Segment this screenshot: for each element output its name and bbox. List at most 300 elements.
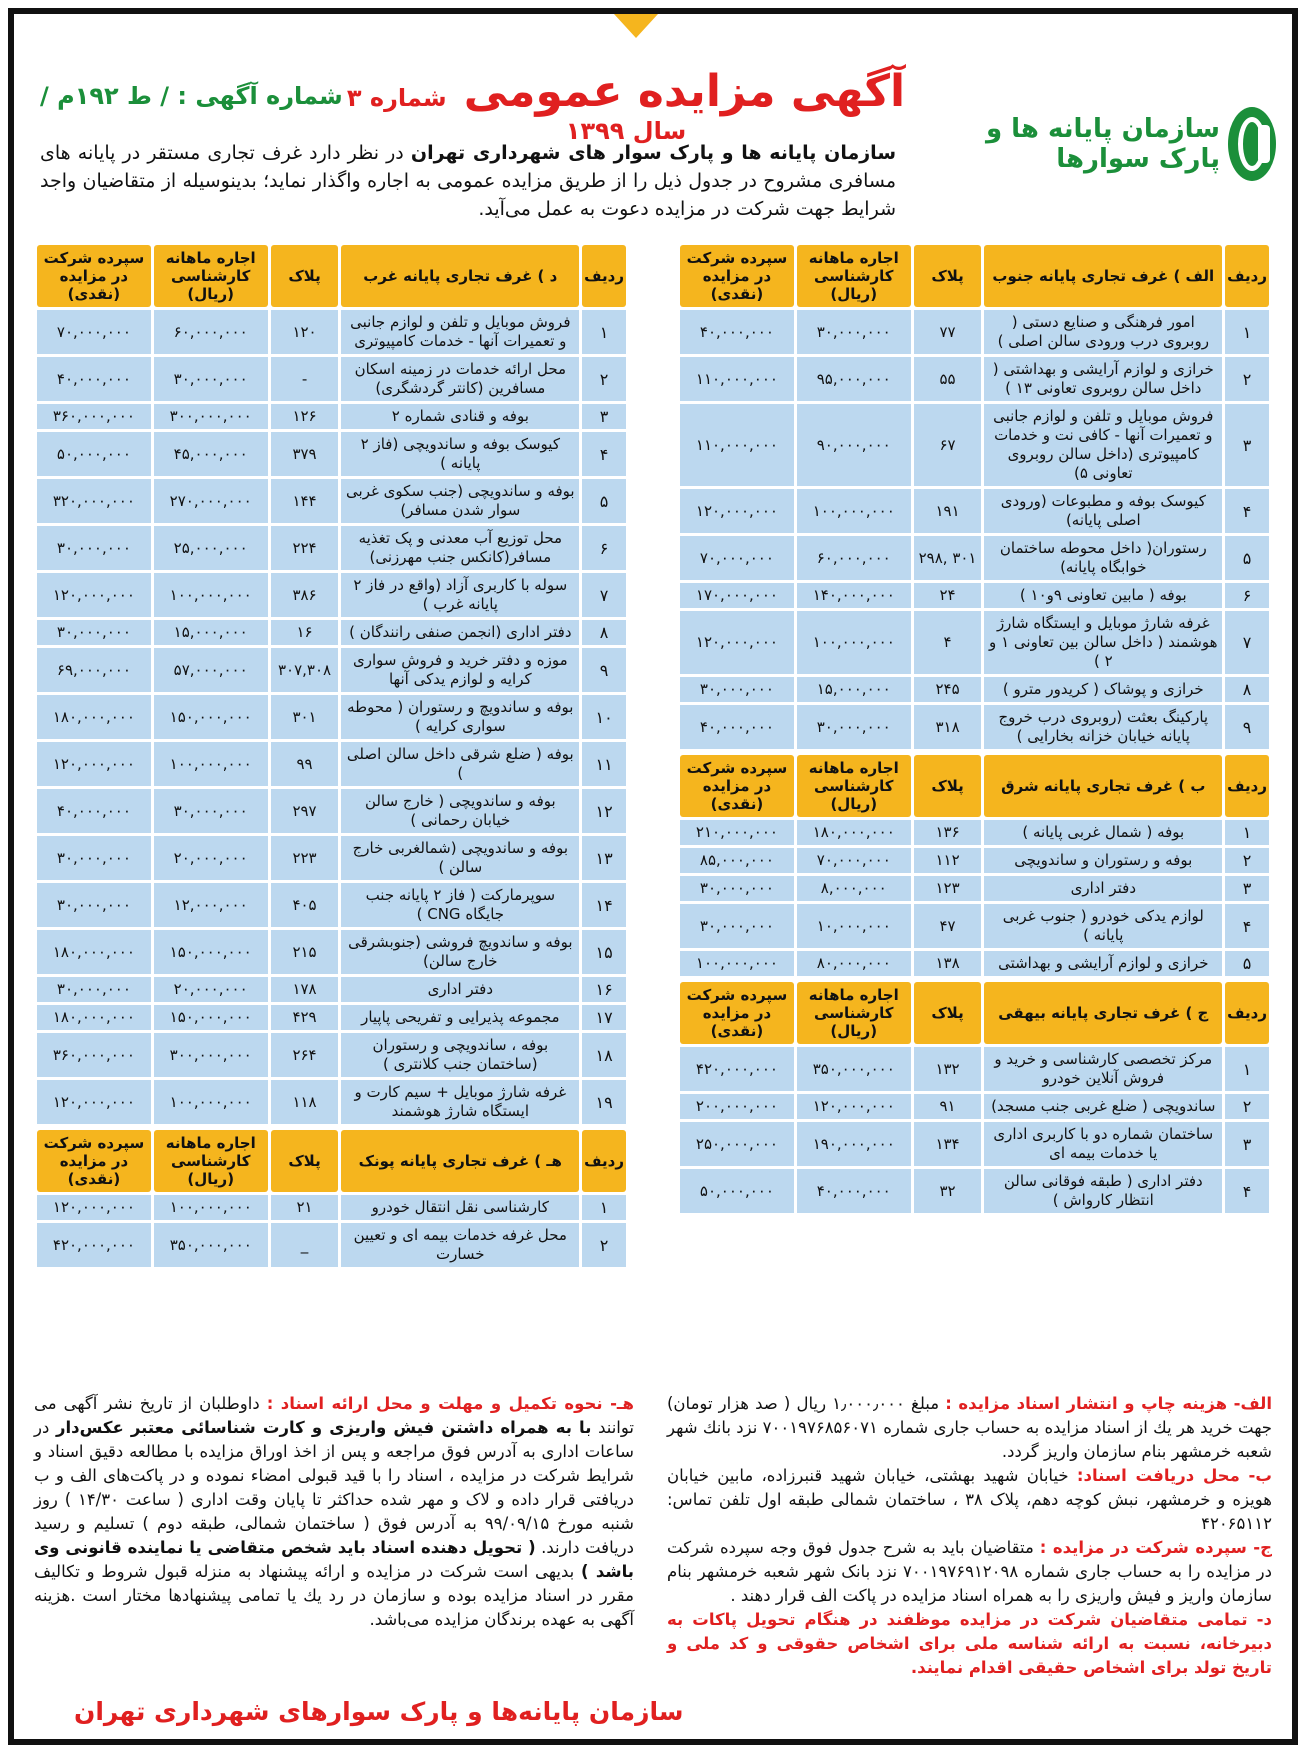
table-east-title: ب ) غرف تجاری پایانه شرق [984, 755, 1222, 817]
table-row [680, 951, 1269, 976]
monthly-rent: ۳۰,۰۰۰,۰۰۰ [797, 705, 911, 749]
table-row [37, 883, 626, 927]
monthly-rent: ۱۸۰,۰۰۰,۰۰۰ [797, 820, 911, 845]
col-header-row: ردیف [1225, 245, 1269, 307]
condition-e-text2: در ساعات اداری به آدرس فوق مراجعه و پس از اخذ اوراق مزایده با مطالعه دقیق اسناد و شرایط شرکت در مزایده ، اسناد را با قید قبولی امضاء نموده و در پاکت‌های الف و ب دریافتی قرار داده و لاک و مهر شده حداکثر تا پایان وقت اداری ( ساعت ۱۴/۳۰ ) روز شنبه مورخ ۹۹/۰۹/۱۵ به آدرس فوق ( ساختمان شمالی، طبقه دوم ) تسلیم و رسید دریافت دارند. [34, 1418, 634, 1557]
shop-description: بوفه ( مابین تعاونی ۹و۱۰ ) [984, 583, 1222, 608]
shop-description: خرازی و لوازم آرایشی و بهداشتی ( داخل سالن روبروی تعاونی ۱۳ ) [984, 357, 1222, 401]
table-punak-title: هـ ) غرف تجاری پایانه پونک [341, 1130, 579, 1192]
row-number: ۴ [1225, 1169, 1269, 1213]
deposit-amount: ۲۱۰,۰۰۰,۰۰۰ [680, 820, 794, 845]
shop-description: مجموعه پذیرایی و تفریحی پاپیار [341, 1005, 579, 1030]
deposit-amount: ۱۲۰,۰۰۰,۰۰۰ [37, 573, 151, 617]
monthly-rent: ۱۵۰,۰۰۰,۰۰۰ [154, 930, 268, 974]
deposit-amount: ۶۹,۰۰۰,۰۰۰ [37, 648, 151, 692]
table-row [680, 583, 1269, 608]
intro-paragraph [40, 139, 896, 223]
shop-description: بوفه و قنادی شماره ۲ [341, 404, 579, 429]
monthly-rent: ۵۷,۰۰۰,۰۰۰ [154, 648, 268, 692]
plate-number: ۳۸۶ [271, 573, 339, 617]
plate-number: ۳۷۹ [271, 432, 339, 476]
col-header-rent: اجاره ماهانه کارشناسی (ریال) [797, 245, 911, 307]
col-header-rent: اجاره ماهانه کارشناسی (ریال) [797, 982, 911, 1044]
table-row [680, 404, 1269, 486]
deposit-amount: ۳۰,۰۰۰,۰۰۰ [680, 904, 794, 948]
table-row [680, 1169, 1269, 1213]
shop-description: پارکینگ بعثت (روبروی درب خروج پایانه خیابان خزانه بخارایی ) [984, 705, 1222, 749]
condition-e-text3: بدیهی است شرکت در مزایده و ارائه پیشنهاد به منزله قبول شروط و تکالیف مقرر در اسناد مزایده بوده و سازمان در رد یك یا تمامی پیشنهادها مختار است .هزینه آگهی به عهده برندگان مزایده می‌باشد. [34, 1562, 634, 1629]
monthly-rent: ۱۲,۰۰۰,۰۰۰ [154, 883, 268, 927]
monthly-rent: ۲۰,۰۰۰,۰۰۰ [154, 977, 268, 1002]
deposit-amount: ۳۶۰,۰۰۰,۰۰۰ [37, 404, 151, 429]
monthly-rent: ۱۰,۰۰۰,۰۰۰ [797, 904, 911, 948]
deposit-amount: ۴۰,۰۰۰,۰۰۰ [680, 705, 794, 749]
plate-number: ۱۹۱ [914, 489, 982, 533]
shop-description: خرازی و پوشاک ( کریدور مترو ) [984, 677, 1222, 702]
footer [34, 1392, 1272, 1732]
col-header-deposit: سپرده شرکت در مزایده (نقدی) [680, 982, 794, 1044]
shop-description: غرفه شارژ موبایل و ایستگاه شارژ هوشمند ( داخل سالن بین تعاونی ۱ و ۲ ) [984, 611, 1222, 674]
deposit-amount: ۱۸۰,۰۰۰,۰۰۰ [37, 930, 151, 974]
deposit-amount: ۵۰,۰۰۰,۰۰۰ [680, 1169, 794, 1213]
table-row [37, 695, 626, 739]
row-number: ۵ [1225, 951, 1269, 976]
monthly-rent: ۳۰,۰۰۰,۰۰۰ [797, 310, 911, 354]
table-row [680, 536, 1269, 580]
row-number: ۳ [1225, 1122, 1269, 1166]
monthly-rent: ۸۰,۰۰۰,۰۰۰ [797, 951, 911, 976]
monthly-rent: ۳۵۰,۰۰۰,۰۰۰ [154, 1223, 268, 1267]
plate-number: _ [271, 1223, 339, 1267]
deposit-amount: ۳۰,۰۰۰,۰۰۰ [37, 977, 151, 1002]
monthly-rent: ۳۰,۰۰۰,۰۰۰ [154, 357, 268, 401]
table-row [37, 479, 626, 523]
shop-description: خرازی و لوازم آرایشی و بهداشتی [984, 951, 1222, 976]
row-number: ۱۹ [582, 1080, 626, 1124]
plate-number: ۱۱۸ [271, 1080, 339, 1124]
row-number: ۳ [1225, 404, 1269, 486]
col-header-row: ردیف [582, 1130, 626, 1192]
row-number: ۸ [1225, 677, 1269, 702]
plate-number: ۱۶ [271, 620, 339, 645]
table-row [680, 904, 1269, 948]
deposit-amount: ۱۲۰,۰۰۰,۰۰۰ [37, 1195, 151, 1220]
shop-description: ساختمان شماره دو با کاربری اداری یا خدمات بیمه ای [984, 1122, 1222, 1166]
row-number: ۱۵ [582, 930, 626, 974]
row-number: ۲ [582, 1223, 626, 1267]
monthly-rent: ۹۵,۰۰۰,۰۰۰ [797, 357, 911, 401]
row-number: ۴ [1225, 904, 1269, 948]
monthly-rent: ۱۰۰,۰۰۰,۰۰۰ [154, 573, 268, 617]
shop-description: مرکز تخصصی کارشناسی و خرید و فروش آنلاین خودرو [984, 1047, 1222, 1091]
table-row [37, 930, 626, 974]
monthly-rent: ۱۰۰,۰۰۰,۰۰۰ [154, 1195, 268, 1220]
table-row [37, 357, 626, 401]
col-header-rent: اجاره ماهانه کارشناسی (ریال) [797, 755, 911, 817]
monthly-rent: ۶۰,۰۰۰,۰۰۰ [154, 310, 268, 354]
plate-number: ۳۰۷,۳۰۸ [271, 648, 339, 692]
shop-description: بوفه و ساندویچ فروشی (جنوبشرقی خارج سالن) [341, 930, 579, 974]
monthly-rent: ۳۰,۰۰۰,۰۰۰ [154, 789, 268, 833]
shop-description: کیوسک بوفه و ساندویچی (فاز ۲ پایانه ) [341, 432, 579, 476]
monthly-rent: ۱۲۰,۰۰۰,۰۰۰ [797, 1094, 911, 1119]
row-number: ۲ [582, 357, 626, 401]
shop-description: محل ارائه خدمات در زمینه اسکان مسافرین (کانتر گردشگری) [341, 357, 579, 401]
row-number: ۷ [582, 573, 626, 617]
shop-description: بوفه و ساندویچی (شمالغربی خارج سالن ) [341, 836, 579, 880]
monthly-rent: ۲۵,۰۰۰,۰۰۰ [154, 526, 268, 570]
table-row [37, 1223, 626, 1267]
table-south-title: الف ) غرف تجاری پایانه جنوب [984, 245, 1222, 307]
monthly-rent: ۱۰۰,۰۰۰,۰۰۰ [797, 489, 911, 533]
table-row [680, 310, 1269, 354]
table-row [680, 1047, 1269, 1091]
col-header-deposit: سپرده شرکت در مزایده (نقدی) [37, 245, 151, 307]
table-row [37, 1033, 626, 1077]
notice-number: شماره آگهی : / ط ۱۹۲م / [40, 82, 343, 110]
plate-number: ۲۹۷ [271, 789, 339, 833]
table-east [677, 752, 1272, 979]
row-number: ۳ [582, 404, 626, 429]
plate-number: ۵۵ [914, 357, 982, 401]
footer-left-conditions [34, 1392, 634, 1632]
monthly-rent: ۱۰۰,۰۰۰,۰۰۰ [797, 611, 911, 674]
deposit-amount: ۱۲۰,۰۰۰,۰۰۰ [37, 1080, 151, 1124]
row-number: ۱۲ [582, 789, 626, 833]
plate-number: ۶۷ [914, 404, 982, 486]
monthly-rent: ۷۰,۰۰۰,۰۰۰ [797, 848, 911, 873]
condition-a-text: مبلغ ۱٫۰۰۰٫۰۰۰ ریال ( صد هزار تومان) جهت خرید هر یك از اسناد مزایده به حساب جاری شماره ۷۰۰۱۹۷۶۸۵۶۰۷۱ نزد بانك شهر شعبه خرمشهر بنام سازمان واریز گردد. [667, 1394, 1272, 1461]
deposit-amount: ۳۶۰,۰۰۰,۰۰۰ [37, 1033, 151, 1077]
table-row [37, 432, 626, 476]
condition-e-text1: داوطلبان از تاریخ نشر آگهی می توانند [34, 1394, 634, 1437]
table-row [37, 1195, 626, 1220]
main-title: آگهی مزایده عمومی [463, 66, 906, 117]
monthly-rent: ۱۵۰,۰۰۰,۰۰۰ [154, 1005, 268, 1030]
col-header-plate: پلاک [914, 982, 982, 1044]
col-header-deposit: سپرده شرکت در مزایده (نقدی) [680, 755, 794, 817]
left-column [34, 242, 629, 1270]
monthly-rent: ۱۴۰,۰۰۰,۰۰۰ [797, 583, 911, 608]
logo-text: سازمان پایانه ها و پارک سوارها [985, 114, 1220, 174]
plate-number: ۱۳۸ [914, 951, 982, 976]
table-west-title: د ) غرف تجاری پایانه غرب [341, 245, 579, 307]
row-number: ۱ [1225, 820, 1269, 845]
table-west [34, 242, 629, 1127]
deposit-amount: ۴۰,۰۰۰,۰۰۰ [37, 357, 151, 401]
shop-description: بوفه و رستوران و ساندویچی [984, 848, 1222, 873]
condition-e [34, 1392, 634, 1632]
col-header-row: ردیف [1225, 982, 1269, 1044]
row-number: ۵ [582, 479, 626, 523]
row-number: ۱۳ [582, 836, 626, 880]
shop-description: بوفه ، ساندویچی و رستوران (ساختمان جنب کلانتری ) [341, 1033, 579, 1077]
deposit-amount: ۱۱۰,۰۰۰,۰۰۰ [680, 357, 794, 401]
table-beyhaghi [677, 979, 1272, 1216]
condition-e-bold2: ( تحویل دهنده اسناد باید شخص متقاضی یا نماینده قانونی وی باشد ) [34, 1538, 634, 1581]
row-number: ۸ [582, 620, 626, 645]
row-number: ۱ [1225, 1047, 1269, 1091]
monthly-rent: ۳۰۰,۰۰۰,۰۰۰ [154, 404, 268, 429]
row-number: ۲ [1225, 1094, 1269, 1119]
plate-number: ۳۱۸ [914, 705, 982, 749]
deposit-amount: ۷۰,۰۰۰,۰۰۰ [37, 310, 151, 354]
plate-number: ۲۴۵ [914, 677, 982, 702]
row-number: ۶ [1225, 583, 1269, 608]
shop-description: محل توزیع آب معدنی و پک تغذیه مسافر(کانکس جنب مهرزنی) [341, 526, 579, 570]
plate-number: ۲۲۴ [271, 526, 339, 570]
plate-number: ۹۹ [271, 742, 339, 786]
condition-e-bold: با به همراه داشتن فیش واریزی و کارت شناسائی معتبر عکس‌دار [55, 1418, 592, 1437]
plate-number: ۴۲۹ [271, 1005, 339, 1030]
plate-number: ۱۲۳ [914, 876, 982, 901]
table-row [680, 705, 1269, 749]
shop-description: ساندویچی ( ضلع غربی جنب مسجد) [984, 1094, 1222, 1119]
shop-description: محل غرفه خدمات بیمه ای و تعیین خسارت [341, 1223, 579, 1267]
plate-number: ۲۱۵ [271, 930, 339, 974]
row-number: ۷ [1225, 611, 1269, 674]
monthly-rent: ۱۹۰,۰۰۰,۰۰۰ [797, 1122, 911, 1166]
deposit-amount: ۱۲۰,۰۰۰,۰۰۰ [37, 742, 151, 786]
table-row [680, 1094, 1269, 1119]
col-header-row: ردیف [1225, 755, 1269, 817]
deposit-amount: ۳۰,۰۰۰,۰۰۰ [37, 620, 151, 645]
table-row [37, 648, 626, 692]
plate-number: ۱۳۶ [914, 820, 982, 845]
table-row [37, 310, 626, 354]
monthly-rent: ۲۷۰,۰۰۰,۰۰۰ [154, 479, 268, 523]
plate-number: ۲۱ [271, 1195, 339, 1220]
table-row [680, 357, 1269, 401]
shop-description: دفتر اداری [341, 977, 579, 1002]
table-row [37, 1005, 626, 1030]
shop-description: بوفه ( ضلع شرقی داخل سالن اصلی ) [341, 742, 579, 786]
plate-number: ۲۴ [914, 583, 982, 608]
municipality-emblem-icon [1228, 107, 1276, 181]
condition-d-text: د- تمامی متقاضیان شرکت در مزایده موظفند در هنگام تحویل پاکات به دبیرخانه، نسبت به ارائه شناسه ملی برای اشخاص حقوقی و کد ملی و تاریخ تولد برای اشخاص حقیقی اقدام نمایند. [667, 1610, 1272, 1677]
table-row [680, 1122, 1269, 1166]
table-row [680, 489, 1269, 533]
monthly-rent: ۲۰,۰۰۰,۰۰۰ [154, 836, 268, 880]
deposit-amount: ۳۲۰,۰۰۰,۰۰۰ [37, 479, 151, 523]
deposit-amount: ۱۱۰,۰۰۰,۰۰۰ [680, 404, 794, 486]
plate-number: ۳۲ [914, 1169, 982, 1213]
intro-org: سازمان پایانه ها و پارک سوار های شهرداری تهران [410, 142, 897, 164]
condition-b-title: ب- محل دریافت اسناد: [1076, 1466, 1272, 1485]
deposit-amount: ۴۰,۰۰۰,۰۰۰ [37, 789, 151, 833]
deposit-amount: ۳۰,۰۰۰,۰۰۰ [37, 836, 151, 880]
plate-number: ۴۷ [914, 904, 982, 948]
deposit-amount: ۵۰,۰۰۰,۰۰۰ [37, 432, 151, 476]
plate-number: ۳۰۱ [271, 695, 339, 739]
shop-description: بوفه و ساندویچی ( خارج سالن خیابان رحمانی ) [341, 789, 579, 833]
row-number: ۳ [1225, 876, 1269, 901]
footer-right-conditions [667, 1392, 1272, 1680]
table-row [680, 876, 1269, 901]
col-header-plate: پلاک [914, 245, 982, 307]
deposit-amount: ۴۲۰,۰۰۰,۰۰۰ [37, 1223, 151, 1267]
table-row [680, 611, 1269, 674]
condition-a-title: الف- هزینه چاپ و انتشار اسناد مزایده : [945, 1394, 1272, 1413]
row-number: ۱ [582, 310, 626, 354]
deposit-amount: ۱۲۰,۰۰۰,۰۰۰ [680, 611, 794, 674]
deposit-amount: ۴۰,۰۰۰,۰۰۰ [680, 310, 794, 354]
deposit-amount: ۱۲۰,۰۰۰,۰۰۰ [680, 489, 794, 533]
shop-description: بوفه و ساندویچی (جنب سکوی غربی سوار شدن مسافر) [341, 479, 579, 523]
condition-a [667, 1392, 1272, 1464]
deposit-amount: ۴۲۰,۰۰۰,۰۰۰ [680, 1047, 794, 1091]
monthly-rent: ۹۰,۰۰۰,۰۰۰ [797, 404, 911, 486]
col-header-rent: اجاره ماهانه کارشناسی (ریال) [154, 1130, 268, 1192]
plate-number: ۴ [914, 611, 982, 674]
monthly-rent: ۴۰,۰۰۰,۰۰۰ [797, 1169, 911, 1213]
logo [956, 104, 1276, 184]
monthly-rent: ۱۰۰,۰۰۰,۰۰۰ [154, 1080, 268, 1124]
condition-b [667, 1464, 1272, 1536]
condition-c-text: متقاضیان باید به شرح جدول فوق وجه سپرده شرکت در مزایده را به حساب جاری شماره ۷۰۰۱۹۷۶۹۱۲۰۹۸ نزد بانک شهر شعبه خرمشهر بنام سازمان واریز و فیش واریزی را به همراه اسناد مزایده در پاکت الف قرار دهند . [667, 1538, 1272, 1605]
shop-description: بوفه و ساندویچ و رستوران ( محوطه سواری کرایه ) [341, 695, 579, 739]
condition-c [667, 1536, 1272, 1608]
shop-description: دفتر اداری ( طبقه فوقانی سالن انتظار کارواش ) [984, 1169, 1222, 1213]
monthly-rent: ۴۵,۰۰۰,۰۰۰ [154, 432, 268, 476]
row-number: ۱۸ [582, 1033, 626, 1077]
deposit-amount: ۷۰,۰۰۰,۰۰۰ [680, 536, 794, 580]
monthly-rent: ۳۵۰,۰۰۰,۰۰۰ [797, 1047, 911, 1091]
plate-number: ۲۶۴ [271, 1033, 339, 1077]
col-header-deposit: سپرده شرکت در مزایده (نقدی) [680, 245, 794, 307]
shop-description: فروش موبایل و تلفن و لوازم جانبی و تعمیرات آنها - خدمات کامپیوتری [341, 310, 579, 354]
table-row [37, 620, 626, 645]
plate-number: ۴۰۵ [271, 883, 339, 927]
col-header-rent: اجاره ماهانه کارشناسی (ریال) [154, 245, 268, 307]
monthly-rent: ۸,۰۰۰,۰۰۰ [797, 876, 911, 901]
monthly-rent: ۱۵۰,۰۰۰,۰۰۰ [154, 695, 268, 739]
deposit-amount: ۸۵,۰۰۰,۰۰۰ [680, 848, 794, 873]
shop-description: فروش موبایل و تلفن و لوازم جانبی و تعمیرات آنها - کافی نت و خدمات کامپیوتری (داخل سالن روبروی تعاونی ۵) [984, 404, 1222, 486]
deposit-amount: ۱۸۰,۰۰۰,۰۰۰ [37, 695, 151, 739]
monthly-rent: ۱۵,۰۰۰,۰۰۰ [797, 677, 911, 702]
deposit-amount: ۱۰۰,۰۰۰,۰۰۰ [680, 951, 794, 976]
right-column [677, 242, 1272, 1216]
shop-description: کارشناسی نقل انتقال خودرو [341, 1195, 579, 1220]
row-number: ۱۶ [582, 977, 626, 1002]
row-number: ۲ [1225, 357, 1269, 401]
row-number: ۱۴ [582, 883, 626, 927]
plate-number: ۹۱ [914, 1094, 982, 1119]
monthly-rent: ۳۰۰,۰۰۰,۰۰۰ [154, 1033, 268, 1077]
row-number: ۱ [582, 1195, 626, 1220]
row-number: ۶ [582, 526, 626, 570]
row-number: ۱ [1225, 310, 1269, 354]
table-row [37, 742, 626, 786]
table-row [680, 820, 1269, 845]
table-row [37, 526, 626, 570]
deposit-amount: ۳۰,۰۰۰,۰۰۰ [680, 876, 794, 901]
shop-description: غرفه شارژ موبایل + سیم کارت و ایستگاه شارژ هوشمند [341, 1080, 579, 1124]
plate-number: ۱۲۰ [271, 310, 339, 354]
signature: سازمان پایانه‌ها و پارک سوارهای شهرداری تهران [74, 1697, 684, 1726]
plate-number: ۲۲۳ [271, 836, 339, 880]
title-line [346, 66, 906, 145]
table-south [677, 242, 1272, 752]
shop-description: سوله با کاربری آزاد (واقع در فاز ۲ پایانه غرب ) [341, 573, 579, 617]
intro-text: در نظر دارد غرف تجاری مستقر در پایانه های مسافری مشروح در جدول ذیل را از طریق مزایده عمومی به اجاره واگذار نماید؛ بدینوسیله از متقاضیان واجد شرایط جهت شرکت در مزایده دعوت به عمل می‌آید. [40, 142, 896, 220]
header [30, 34, 1276, 224]
shop-description: رستوران( داخل محوطه ساختمان خوابگاه پایانه) [984, 536, 1222, 580]
sub-title: شماره ۳ سال ۱۳۹۹ [346, 84, 687, 145]
shop-description: بوفه ( شمال غربی پایانه ) [984, 820, 1222, 845]
table-punak [34, 1127, 629, 1270]
col-header-plate: پلاک [914, 755, 982, 817]
plate-number: - [271, 357, 339, 401]
condition-e-title: هـ- نحوه تکمیل و مهلت و محل ارائه اسناد : [266, 1394, 634, 1413]
table-row [37, 404, 626, 429]
table-row [37, 573, 626, 617]
shop-description: کیوسک بوفه و مطبوعات (ورودی اصلی پایانه) [984, 489, 1222, 533]
deposit-amount: ۱۸۰,۰۰۰,۰۰۰ [37, 1005, 151, 1030]
shop-description: سوپرمارکت ( فاز ۲ پایانه جنب جایگاه CNG ) [341, 883, 579, 927]
col-header-row: ردیف [582, 245, 626, 307]
shop-description: لوازم یدکی خودرو ( جنوب غربی پایانه ) [984, 904, 1222, 948]
deposit-amount: ۳۰,۰۰۰,۰۰۰ [37, 883, 151, 927]
plate-number: ۱۱۲ [914, 848, 982, 873]
deposit-amount: ۲۰۰,۰۰۰,۰۰۰ [680, 1094, 794, 1119]
monthly-rent: ۶۰,۰۰۰,۰۰۰ [797, 536, 911, 580]
table-row [37, 1080, 626, 1124]
plate-number: ۱۳۲ [914, 1047, 982, 1091]
plate-number: ۱۲۶ [271, 404, 339, 429]
col-header-plate: پلاک [271, 1130, 339, 1192]
deposit-amount: ۱۷۰,۰۰۰,۰۰۰ [680, 583, 794, 608]
notice-page [8, 8, 1298, 1745]
monthly-rent: ۱۵,۰۰۰,۰۰۰ [154, 620, 268, 645]
deposit-amount: ۲۵۰,۰۰۰,۰۰۰ [680, 1122, 794, 1166]
condition-b-text: خیابان شهید بهشتی، خیابان شهید قنبرزاده، مابین خیابان هویزه و خرمشهر، نبش کوچه دهم، پلاک ۳۸ ، ساختمان شمالی طبقه اول تلفن تماس: ۴۲۰۶۵۱۱۲ [667, 1466, 1272, 1533]
table-row [37, 789, 626, 833]
shop-description: دفتر اداری (انجمن صنفی رانندگان ) [341, 620, 579, 645]
table-row [680, 848, 1269, 873]
condition-c-title: ج- سپرده شرکت در مزایده : [1039, 1538, 1272, 1557]
table-beyhaghi-title: ج ) غرف تجاری پایانه بیهقی [984, 982, 1222, 1044]
plate-number: ۷۷ [914, 310, 982, 354]
row-number: ۹ [1225, 705, 1269, 749]
table-row [37, 977, 626, 1002]
monthly-rent: ۱۰۰,۰۰۰,۰۰۰ [154, 742, 268, 786]
row-number: ۱۰ [582, 695, 626, 739]
shop-description: موزه و دفتر خرید و فروش سواری کرایه و لوازم یدکی آنها [341, 648, 579, 692]
row-number: ۹ [582, 648, 626, 692]
plate-number: ۱۳۴ [914, 1122, 982, 1166]
row-number: ۱۱ [582, 742, 626, 786]
col-header-deposit: سپرده شرکت در مزایده (نقدی) [37, 1130, 151, 1192]
shop-description: دفتر اداری [984, 876, 1222, 901]
plate-number: ۱۷۸ [271, 977, 339, 1002]
row-number: ۲ [1225, 848, 1269, 873]
row-number: ۴ [582, 432, 626, 476]
shop-description: امور فرهنگی و صنایع دستی ( روبروی درب ورودی سالن اصلی ) [984, 310, 1222, 354]
condition-d [667, 1608, 1272, 1680]
table-row [680, 677, 1269, 702]
plate-number: ۱۴۴ [271, 479, 339, 523]
row-number: ۱۷ [582, 1005, 626, 1030]
col-header-plate: پلاک [271, 245, 339, 307]
deposit-amount: ۳۰,۰۰۰,۰۰۰ [680, 677, 794, 702]
plate-number: ۳۰۱ ,۲۹۸ [914, 536, 982, 580]
row-number: ۴ [1225, 489, 1269, 533]
row-number: ۵ [1225, 536, 1269, 580]
table-row [37, 836, 626, 880]
deposit-amount: ۳۰,۰۰۰,۰۰۰ [37, 526, 151, 570]
